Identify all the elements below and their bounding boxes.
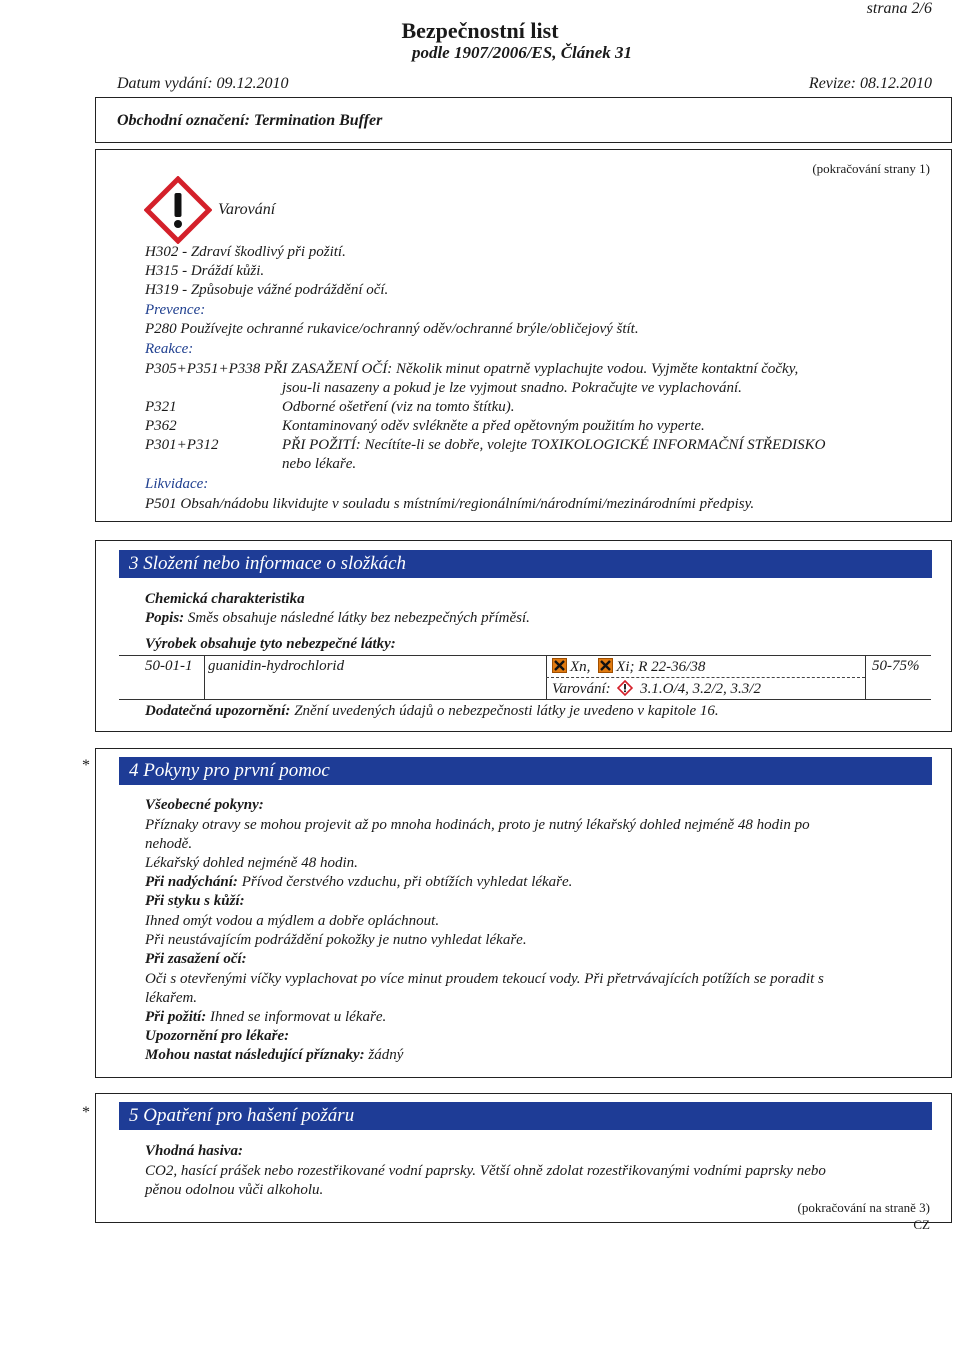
h-statement: H315 - Dráždí kůži. bbox=[145, 263, 265, 279]
general-text: Příznaky otravy se mohou projevit až po mnoha hodinách, proto je nutný lékařský dohled nejméně 48 hodin po bbox=[145, 817, 810, 833]
description-label: Popis: bbox=[145, 610, 185, 626]
ghs-cell bbox=[552, 680, 761, 698]
description-line bbox=[145, 610, 530, 627]
signal-word: Varování bbox=[218, 201, 276, 218]
xn-label: Xn, bbox=[570, 659, 591, 675]
section5-heading: 5 Opatření pro hašení požáru bbox=[119, 1102, 932, 1130]
p362-code: P362 bbox=[145, 418, 177, 434]
general-label: Všeobecné pokyny: bbox=[145, 797, 264, 813]
p301-code: P301+P312 bbox=[145, 437, 219, 453]
continued-from: (pokračování strany 1) bbox=[812, 161, 930, 176]
symptoms-text: žádný bbox=[368, 1047, 404, 1063]
document-subtitle: podle 1907/2006/ES, Článek 31 bbox=[411, 43, 633, 62]
irritant-x-icon bbox=[598, 658, 613, 673]
exclamation-small-icon bbox=[617, 680, 633, 696]
section4-heading: 4 Pokyny pro první pomoc bbox=[119, 757, 932, 785]
harmful-x-icon bbox=[552, 658, 567, 673]
eye-text-cont: lékařem. bbox=[145, 990, 198, 1006]
general-text-cont: nehodě. bbox=[145, 836, 193, 852]
disposal-label: Likvidace: bbox=[145, 476, 209, 492]
extinguishing-media-text: CO2, hasící prášek nebo rozestřikované vodní paprsky. Větší ohně zdolat rozestřikovanými vodními paprsky nebo bbox=[145, 1163, 826, 1179]
skin-label: Při styku s kůží: bbox=[145, 893, 245, 909]
ingestion-text: Ihned se informovat u lékaře. bbox=[210, 1009, 387, 1025]
page-number: strana 2/6 bbox=[866, 0, 932, 17]
cas-number: 50-01-1 bbox=[145, 658, 193, 674]
p321-code: P321 bbox=[145, 399, 177, 415]
eye-text: Oči s otevřenými víčky vyplachovat po více minut proudem tekoucí vody. Při přetrvávajících potížích se poradit s bbox=[145, 971, 824, 987]
p321-text: Odborné ošetření (viz na tomto štítku). bbox=[282, 399, 515, 415]
extinguishing-media-text-cont: pěnou odolnou vůči alkoholu. bbox=[145, 1182, 324, 1198]
table-col-divider bbox=[865, 655, 866, 699]
issue-date: Datum vydání: 09.12.2010 bbox=[117, 75, 289, 92]
prevention-label: Prevence: bbox=[145, 302, 206, 318]
ghs-warning-label: Varování: bbox=[552, 681, 611, 697]
xi-label: Xi; R 22-36/38 bbox=[616, 659, 706, 675]
exclamation-pictogram-icon bbox=[144, 176, 212, 244]
classification-cell bbox=[552, 658, 705, 676]
response-label: Reakce: bbox=[145, 341, 194, 357]
inhalation-line bbox=[145, 874, 572, 891]
skin-text-2: Při neustávajícím podráždění pokožky je nutno vyhledat lékaře. bbox=[145, 932, 527, 948]
document-title: Bezpečnostní list bbox=[401, 18, 559, 43]
h-statement: H319 - Způsobuje vážné podráždění očí. bbox=[145, 282, 389, 298]
table-col-divider bbox=[204, 655, 205, 699]
substance-name: guanidin-hydrochlorid bbox=[208, 658, 345, 674]
h-statement: H302 - Zdraví škodlivý při požití. bbox=[145, 244, 346, 260]
table-bottom-rule bbox=[119, 699, 931, 700]
hazardous-substances-label: Výrobek obsahuje tyto nebezpečné látky: bbox=[145, 636, 396, 652]
skin-text: Ihned omýt vodou a mýdlem a dobře opláchnout. bbox=[145, 913, 440, 929]
chemical-characteristics-label: Chemická charakteristika bbox=[145, 591, 305, 607]
p301-text: PŘI POŽITÍ: Necítíte-li se dobře, volejte TOXIKOLOGICKÉ INFORMAČNÍ STŘEDISKO bbox=[282, 437, 826, 453]
section3-heading: 3 Složení nebo informace o složkách bbox=[119, 550, 932, 578]
trade-name: Obchodní označení: Termination Buffer bbox=[117, 112, 383, 129]
revision-date: Revize: 08.12.2010 bbox=[808, 75, 932, 92]
general-text-2: Lékařský dohled nejméně 48 hodin. bbox=[145, 855, 358, 871]
p305-continuation: jsou-li nasazeny a pokud je lze vyjmout snadno. Pokračujte ve vyplachování. bbox=[282, 380, 742, 396]
description-text: Směs obsahuje následné látky bez nebezpečných příměsí. bbox=[187, 610, 530, 626]
symptoms-label: Mohou nastat následující příznaky: bbox=[145, 1047, 365, 1063]
inhalation-text: Přívod čerstvého vzduchu, při obtížích vyhledat lékaře. bbox=[241, 874, 573, 890]
table-top-rule bbox=[119, 655, 931, 656]
p501-statement: P501 Obsah/nádobu likvidujte v souladu s místními/regionálními/národními/mezinárodními předpisy. bbox=[145, 496, 755, 512]
language-code: CZ bbox=[913, 1217, 930, 1232]
extinguishing-media-label: Vhodná hasiva: bbox=[145, 1143, 243, 1159]
additional-note-label: Dodatečná upozornění: bbox=[145, 703, 291, 719]
p305-statement: P305+P351+P338 PŘI ZASAŽENÍ OČÍ: Několik minut opatrně vyplachujte vodou. Vyjměte kontaktní čočky, bbox=[145, 361, 799, 377]
symptoms-line bbox=[145, 1047, 403, 1064]
eye-label: Při zasažení očí: bbox=[145, 951, 247, 967]
inhalation-label: Při nadýchání: bbox=[145, 874, 238, 890]
p280-statement: P280 Používejte ochranné rukavice/ochranný oděv/ochranné brýle/obličejový štít. bbox=[145, 321, 639, 337]
continued-to: (pokračování na straně 3) bbox=[797, 1200, 930, 1215]
ghs-codes: 3.1.O/4, 3.2/2, 3.3/2 bbox=[640, 681, 761, 697]
table-row-divider bbox=[546, 677, 865, 678]
additional-note bbox=[145, 703, 719, 720]
ingestion-label: Při požití: bbox=[145, 1009, 207, 1025]
ingestion-line bbox=[145, 1009, 386, 1026]
doctor-note-label: Upozornění pro lékaře: bbox=[145, 1028, 290, 1044]
p301-continuation: nebo lékaře. bbox=[282, 456, 357, 472]
additional-note-text: Znění uvedených údajů o nebezpečnosti látky je uvedeno v kapitole 16. bbox=[294, 703, 719, 719]
concentration: 50-75% bbox=[872, 658, 920, 674]
revision-marker: * bbox=[82, 757, 90, 774]
p362-text: Kontaminovaný oděv svlékněte a před opětovným použitím ho vyperte. bbox=[282, 418, 705, 434]
revision-marker: * bbox=[82, 1104, 90, 1121]
